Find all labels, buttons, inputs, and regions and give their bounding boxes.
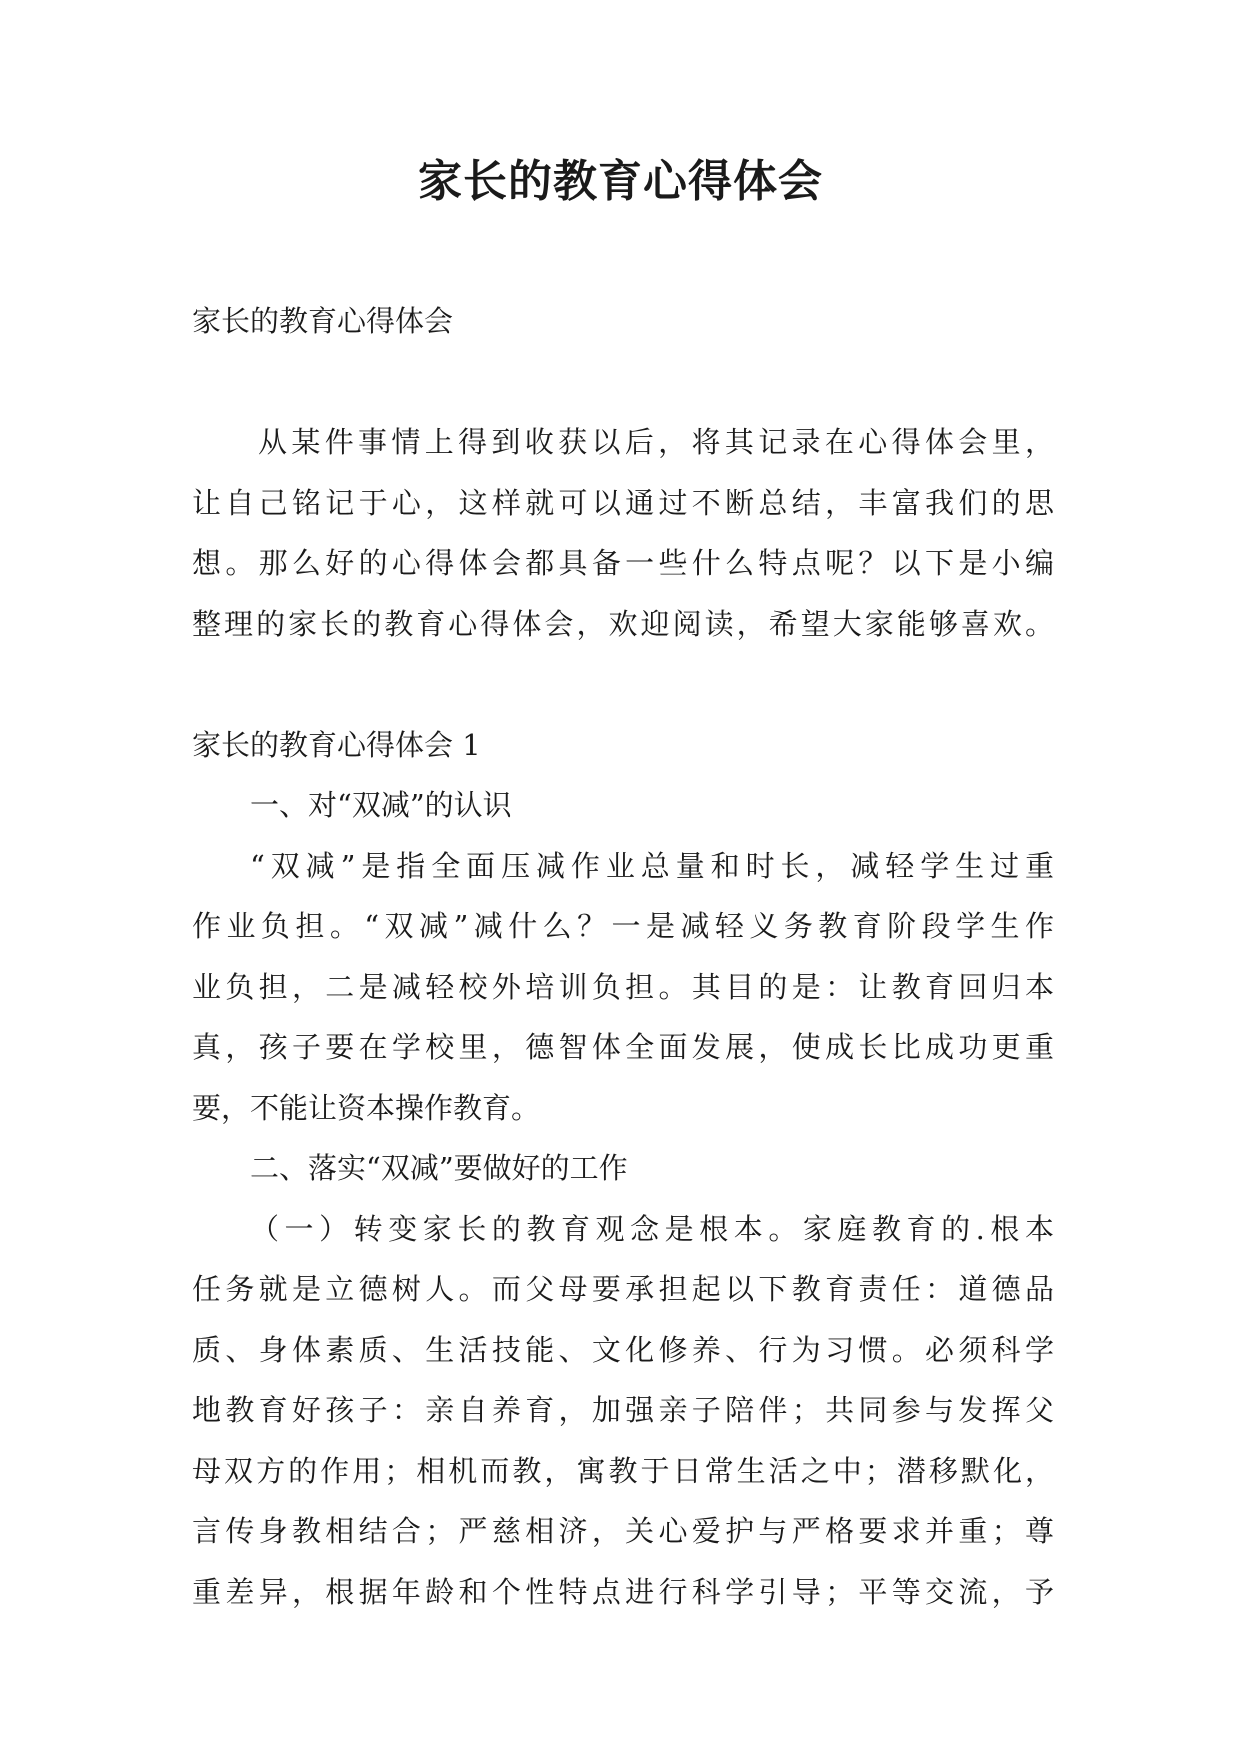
paragraph-line: 从某件事情上得到收获以后，将其记录在心得体会里， bbox=[258, 425, 1054, 459]
subtitle: 家长的教育心得体会 bbox=[192, 304, 454, 338]
paragraph-line: 整理的家长的教育心得体会，欢迎阅读，希望大家能够喜欢。 bbox=[192, 606, 1054, 641]
paragraph-line: 母双方的作用；相机而教，寓教于日常生活之中；潜移默化， bbox=[192, 1453, 1054, 1488]
part1-heading: 一、对“双减”的认识 bbox=[250, 788, 512, 822]
section-heading: 家长的教育心得体会 1 bbox=[192, 727, 481, 762]
paragraph-line: 想。那么好的心得体会都具备一些什么特点呢？以下是小编 bbox=[192, 546, 1054, 580]
part2-paragraph bbox=[192, 1199, 1054, 1623]
paragraph-line: 真，孩子要在学校里，德智体全面发展，使成长比成功更重 bbox=[192, 1030, 1054, 1064]
paragraph-line: 质、身体素质、生活技能、文化修养、行为习惯。必须科学 bbox=[192, 1332, 1054, 1367]
blank-line bbox=[192, 654, 1054, 715]
paragraph-line: 言传身教相结合；严慈相济，关心爱护与严格要求并重；尊 bbox=[192, 1514, 1054, 1548]
paragraph-line: 让自己铭记于心，这样就可以通过不断总结，丰富我们的思 bbox=[192, 485, 1054, 520]
paragraph-line: 重差异，根据年龄和个性特点进行科学引导；平等交流，予 bbox=[192, 1574, 1054, 1609]
document-body bbox=[192, 291, 1054, 1622]
paragraph-line: 任务就是立德树人。而父母要承担起以下教育责任：道德品 bbox=[192, 1272, 1054, 1306]
paragraph-line: 地教育好孩子：亲自养育，加强亲子陪伴；共同参与发挥父 bbox=[192, 1393, 1054, 1427]
intro-paragraph bbox=[192, 412, 1054, 654]
part2-heading: 二、落实“双减”要做好的工作 bbox=[250, 1151, 628, 1185]
paragraph-line: 作业负担。“双减”减什么？一是减轻义务教育阶段学生作 bbox=[192, 909, 1054, 943]
paragraph-line: 业负担，二是减轻校外培训负担。其目的是：让教育回归本 bbox=[192, 969, 1054, 1004]
paragraph-line: 要，不能让资本操作教育。 bbox=[192, 1090, 541, 1125]
paragraph-line: “双减”是指全面压减作业总量和时长，减轻学生过重 bbox=[250, 848, 1054, 883]
document-title: 家长的教育心得体会 bbox=[418, 156, 823, 207]
part1-paragraph bbox=[192, 836, 1054, 1139]
paragraph-line: （一）转变家长的教育观念是根本。家庭教育的.根本 bbox=[250, 1211, 1054, 1246]
blank-line bbox=[192, 352, 1054, 413]
